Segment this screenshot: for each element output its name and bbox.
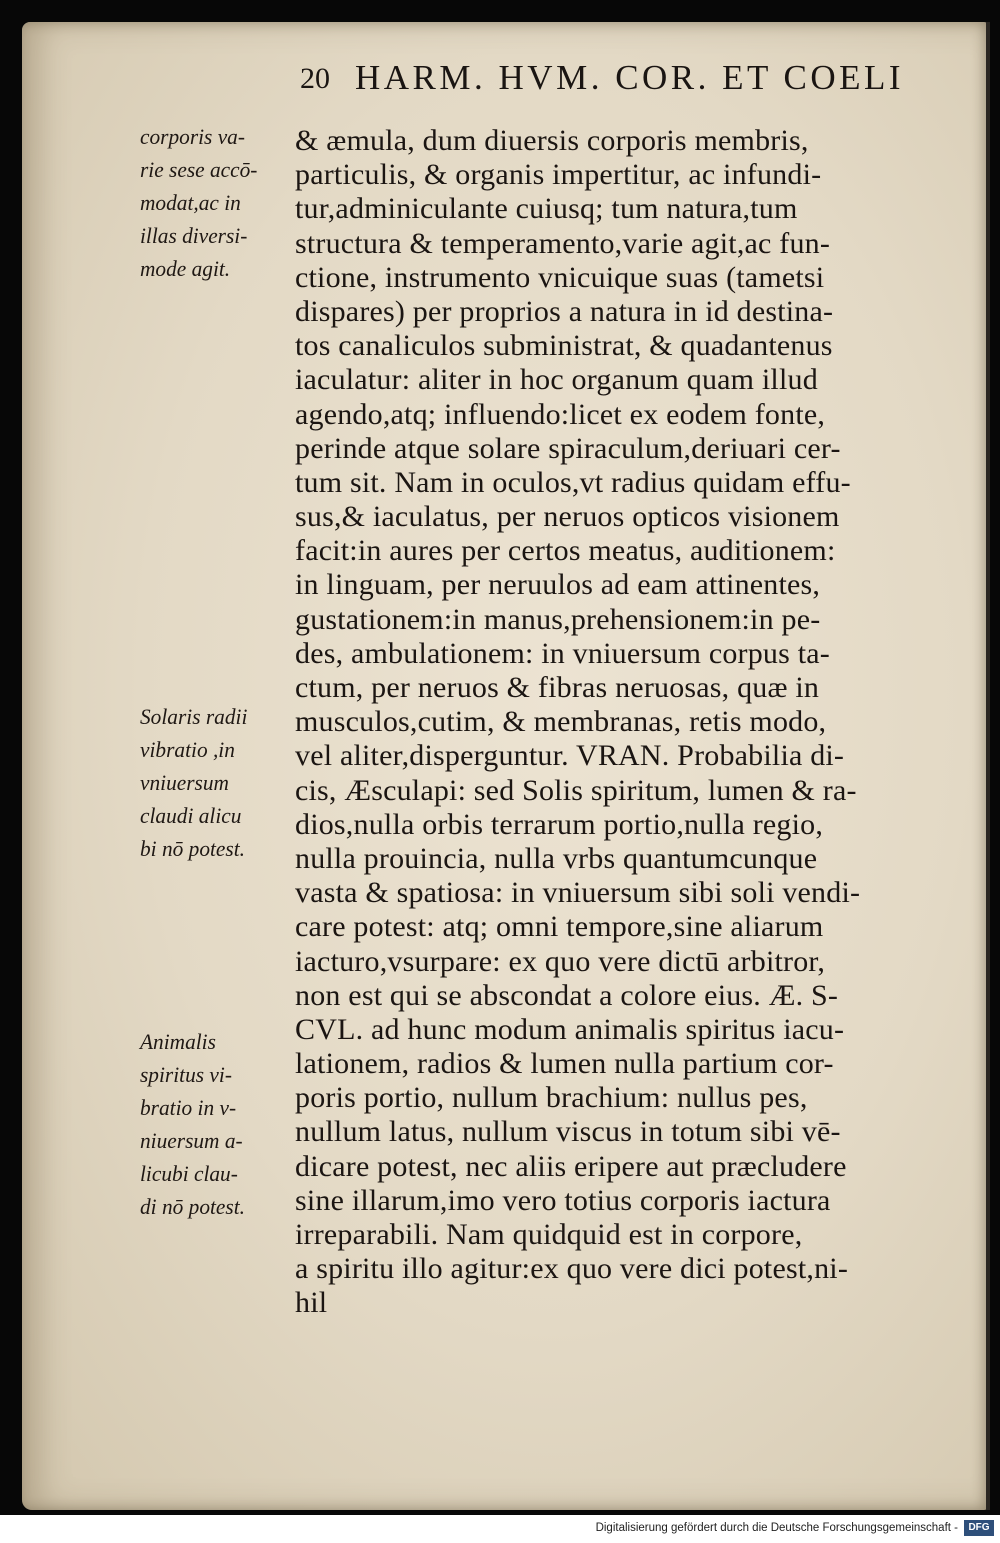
margin-note-line: vibratio ,in — [140, 737, 235, 762]
margin-note-line: niuersum a- — [140, 1128, 243, 1153]
text-line: sus,& iaculatus, per neruos opticos visionem — [295, 500, 840, 534]
text-line: tos canaliculos subministrat, & quadantenus — [295, 329, 833, 363]
text-line: iaculatur: aliter in hoc organum quam illud — [295, 363, 818, 397]
margin-note-1 — [140, 120, 310, 285]
margin-note-line: Solaris radii — [140, 704, 248, 729]
text-line: gustationem:in manus,prehensionem:in pe- — [295, 602, 821, 636]
margin-note-line: rie sese accō- — [140, 157, 258, 182]
text-line: tum sit. Nam in oculos,vt radius quidam effu- — [295, 465, 851, 499]
page-header — [300, 58, 950, 108]
margin-note-3 — [140, 1025, 310, 1223]
margin-note-line: claudi alicu — [140, 803, 242, 828]
margin-note-line: corporis va- — [140, 124, 245, 149]
page-number: 20 — [300, 62, 330, 95]
text-line: hil — [295, 1286, 328, 1320]
text-line: in linguam, per neruulos ad eam attinentes, — [295, 568, 821, 602]
text-line: irreparabili. Nam quidquid est in corpore, — [295, 1218, 803, 1251]
text-line: sine illarum,imo vero totius corporis iactura — [295, 1183, 831, 1217]
text-line: non est qui se abscondat a colore eius. Æ. S- — [295, 978, 839, 1012]
text-line: lationem, radios & lumen nulla partium cor- — [295, 1047, 834, 1081]
margin-note-line: spiritus vi- — [140, 1062, 232, 1087]
text-line: facit:in aures per certos meatus, auditionem: — [295, 534, 836, 568]
text-line: ctione, instrumento vnicuique suas (tametsi — [295, 260, 825, 294]
margin-note-line: licubi clau- — [140, 1161, 238, 1186]
text-line: des, ambulationem: in vniuersum corpus ta- — [295, 636, 830, 670]
text-line: dicare potest, nec aliis eripere aut præcludere — [295, 1149, 847, 1183]
text-line: nullum latus, nullum viscus in totum sibi vē- — [295, 1115, 841, 1149]
margin-note-line: illas diversi- — [140, 223, 248, 248]
margin-note-line: bi nō potest. — [140, 836, 245, 861]
text-line: & æmula, dum diuersis corporis membris, — [295, 124, 809, 157]
text-line: perinde atque solare spiraculum,deriuari cer- — [295, 431, 841, 465]
funding-credit: Digitalisierung gefördert durch die Deutsche Forschungsgemeinschaft - — [595, 1522, 958, 1534]
dfg-logo: DFG — [964, 1520, 994, 1536]
margin-note-line: vniuersum — [140, 770, 229, 795]
text-line: vasta & spatiosa: in vniuersum sibi soli vendi- — [295, 876, 861, 910]
text-line: cis, Æsculapi: sed Solis spiritum, lumen & ra- — [295, 773, 857, 807]
text-line: tur,adminiculante cuiusq; tum natura,tum — [295, 192, 798, 226]
text-line: care potest: atq; omni tempore,sine aliarum — [295, 910, 824, 944]
text-line: a spiritu illo agitur:ex quo vere dici potest,ni- — [295, 1252, 849, 1286]
text-line: particulis, & organis impertitur, ac infundi- — [295, 158, 822, 192]
margin-note-line: Animalis — [140, 1029, 216, 1054]
text-line: iacturo,vsurpare: ex quo vere dictū arbitror, — [295, 944, 826, 978]
text-line: ctum, per neruos & fibras neruosas, quæ in — [295, 671, 820, 704]
text-line: dispares) per proprios a natura in id destina- — [295, 294, 834, 328]
text-line: dios,nulla orbis terrarum portio,nulla regio, — [295, 807, 824, 841]
main-text-block — [295, 124, 935, 1321]
running-title: HARM. HVM. COR. ET COELI — [355, 58, 905, 97]
text-line: nulla prouincia, nulla vrbs quantumcunque — [295, 841, 818, 875]
digitization-footer — [0, 1515, 1000, 1543]
text-line: agendo,atq; influendo:licet ex eodem fonte, — [295, 397, 826, 431]
book-spine-edge — [986, 22, 990, 1510]
text-line: poris portio, nullum brachium: nullus pes, — [295, 1081, 808, 1115]
text-line: CVL. ad hunc modum animalis spiritus iacu- — [295, 1012, 845, 1046]
margin-note-line: mode agit. — [140, 256, 231, 281]
text-line: musculos,cutim, & membranas, retis modo, — [295, 705, 827, 739]
text-line: structura & temperamento,varie agit,ac fun- — [295, 226, 831, 260]
margin-note-line: modat,ac in — [140, 190, 241, 215]
text-line: vel aliter,disperguntur. VRAN. Probabilia di- — [295, 739, 845, 773]
margin-note-line: di nō potest. — [140, 1194, 245, 1219]
margin-note-line: bratio in v- — [140, 1095, 237, 1120]
margin-note-2 — [140, 700, 310, 865]
